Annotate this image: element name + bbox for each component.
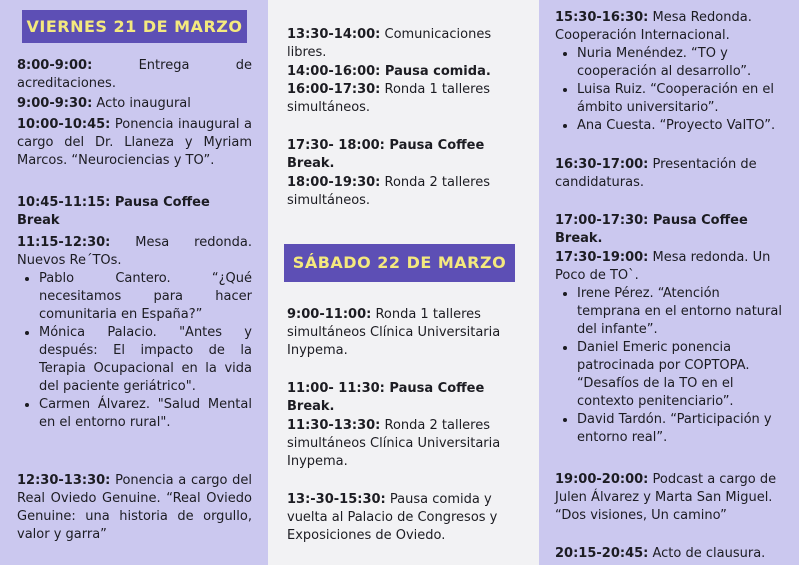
item-text: Pausa Coffee Break xyxy=(17,195,210,228)
item-text: Pausa Coffee Break. xyxy=(287,381,485,414)
time-label: 17:30-19:00: xyxy=(555,250,649,265)
agenda-item xyxy=(287,417,521,471)
list-item: • David Tardón. “Participación y entorno real”. xyxy=(577,411,787,447)
agenda-item xyxy=(287,491,521,545)
agenda-item xyxy=(287,81,521,117)
speaker-list xyxy=(17,270,252,432)
list-item: • Luisa Ruiz. “Cooperación en el ámbito universitario”. xyxy=(577,81,787,117)
time-label: 17:30- 18:00: xyxy=(287,138,385,153)
time-label: 9:00-11:00: xyxy=(287,307,372,322)
time-label: 18:00-19:30: xyxy=(287,175,381,190)
agenda-item xyxy=(17,472,252,544)
item-text: Entrega de acreditaciones. xyxy=(17,58,252,91)
agenda-item xyxy=(287,306,521,360)
time-label: 11:00- 11:30: xyxy=(287,381,385,396)
item-text: Ponencia a cargo del Real Oviedo Genuine. “Real Oviedo Genuine: una historia de orgullo, valor y garra” xyxy=(17,473,252,542)
item-text: Ponencia inaugural a cargo del Dr. Llaneza y Myriam Marcos. “Neurociencias y TO”. xyxy=(17,117,252,168)
list-item: • Nuria Menéndez. “TO y cooperación al desarrollo”. xyxy=(577,45,787,81)
agenda-item xyxy=(17,194,252,230)
list-item: • Daniel Emeric ponencia patrocinada por COPTOPA. “Desafíos de la TO en el contexto penitenciario”. xyxy=(577,339,787,411)
agenda-item xyxy=(555,212,787,248)
agenda-item xyxy=(17,57,252,93)
time-label: 13:30-14:00: xyxy=(287,27,381,42)
item-text: Presentación de candidaturas. xyxy=(555,157,757,190)
time-label: 10:45-11:15: xyxy=(17,195,111,210)
list-item: • Mónica Palacio. "Antes y después: El impacto de la Terapia Ocupacional en la vida del paciente geriátrico". xyxy=(39,324,252,396)
list-item: • Carmen Álvarez. "Salud Mental en el entorno rural". xyxy=(39,396,252,432)
time-label: 11:30-13:30: xyxy=(287,418,381,433)
agenda-item xyxy=(287,174,521,210)
item-text: Ronda 2 talleres simultáneos Clínica Universitaria Inypema. xyxy=(287,418,501,469)
time-label: 19:00-20:00: xyxy=(555,472,649,487)
speaker-list xyxy=(555,285,787,447)
item-text: : Pausa Coffee Break. xyxy=(555,213,748,246)
column-friday xyxy=(0,0,268,565)
list-item: • Irene Pérez. “Atención temprana en el entorno natural del infante”. xyxy=(577,285,787,339)
agenda-item xyxy=(555,156,787,192)
item-text: Ronda 1 talleres simultáneos. xyxy=(287,82,491,115)
agenda-item xyxy=(555,9,787,135)
item-text: Ronda 2 talleres simultáneos. xyxy=(287,175,491,208)
column-middle xyxy=(268,0,539,565)
item-text: Mesa Redonda. Cooperación Internacional. xyxy=(555,10,752,43)
time-label: 8:00-9:00: xyxy=(17,58,93,73)
agenda-item xyxy=(287,380,521,416)
item-text: Acto inaugural xyxy=(92,96,191,111)
agenda-item xyxy=(555,249,787,447)
agenda-item xyxy=(17,95,252,113)
item-text: Ronda 1 talleres simultáneos Clínica Universitaria Inypema. xyxy=(287,307,501,358)
list-item: • Pablo Cantero. “¿Qué necesitamos para hacer comunitaria en España?” xyxy=(39,270,252,324)
agenda-item xyxy=(555,471,787,525)
column-saturday-afternoon xyxy=(539,0,799,565)
time-label: 12:30-13:30: xyxy=(17,473,111,488)
time-label: 17:00-17:30 xyxy=(555,213,644,228)
item-text: Acto de clausura. xyxy=(648,546,766,561)
list-item: • Ana Cuesta. “Proyecto VaITO”. xyxy=(577,117,787,135)
time-label: 16:30-17:00: xyxy=(555,157,649,172)
time-label: 14:00-16:00: xyxy=(287,64,381,79)
agenda-item xyxy=(287,26,521,62)
agenda-item xyxy=(287,137,521,173)
agenda-item xyxy=(17,234,252,432)
item-text: Mesa redonda. Un Poco de TO`. xyxy=(555,250,771,283)
time-label: 15:30-16:30: xyxy=(555,10,649,25)
saturday-heading: SÁBADO 22 DE MARZO xyxy=(284,244,515,282)
time-label: 9:00-9:30: xyxy=(17,96,93,111)
item-text: Pausa comida y vuelta al Palacio de Congresos y Exposiciones de Oviedo. xyxy=(287,492,498,543)
agenda-item xyxy=(555,545,787,563)
time-label: 11:15-12:30: xyxy=(17,235,111,250)
item-text: Mesa redonda. Nuevos Re´TOs. xyxy=(17,235,252,268)
item-text: Comunicaciones libres. xyxy=(287,27,492,60)
time-label: 10:00-10:45: xyxy=(17,117,111,132)
item-text: Pausa Coffee Break. xyxy=(287,138,485,171)
time-label: 16:00-17:30: xyxy=(287,82,381,97)
time-label: 13:-30-15:30: xyxy=(287,492,386,507)
friday-heading: VIERNES 21 DE MARZO xyxy=(22,10,247,43)
time-label: 20:15-20:45: xyxy=(555,546,649,561)
agenda-item xyxy=(287,63,521,81)
speaker-list xyxy=(555,45,787,135)
item-text: Pausa comida. xyxy=(380,64,491,79)
agenda-item xyxy=(17,116,252,170)
item-text: Podcast a cargo de Julen Álvarez y Marta San Miguel. “Dos visiones, Un camino” xyxy=(555,472,777,523)
